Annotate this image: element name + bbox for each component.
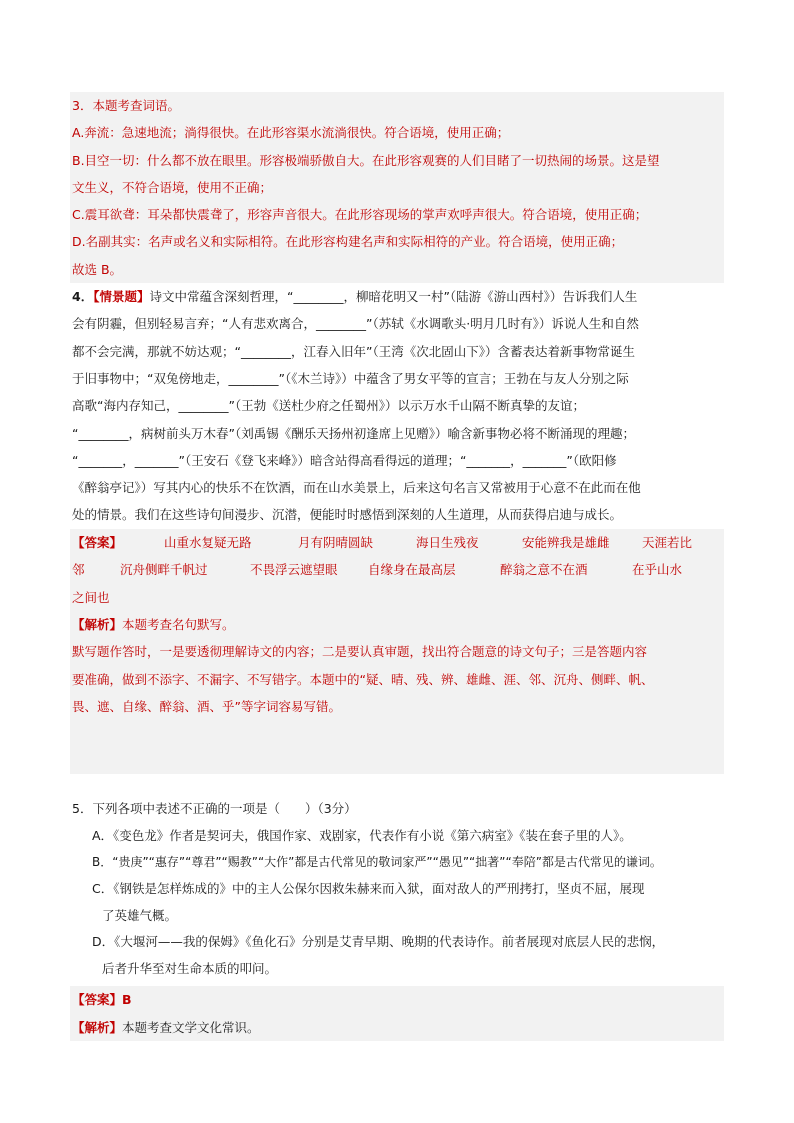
q5-stem: 5．下列各项中表述不正确的一项是（ ）（3分） [72, 801, 357, 817]
q3-line-b: B.目空一切：什么都不放在眼里。形容极端骄傲自大。在此形容观赛的人们目睹了一切热闹的场景。这是望 [72, 152, 660, 168]
q4-answer-2: 月有阴晴圆缺 [298, 534, 374, 550]
q4-number: 4． [72, 289, 94, 305]
q3-line-d: D.名副其实：名声或名义和实际相符。在此形容构建名声和实际相符的产业。符合语境，使用正确； [72, 234, 624, 250]
q3-explanation [70, 92, 724, 283]
q5-question [70, 796, 724, 982]
q4-line-2: 会有阴霾，但别轻易言弃；“人有悲欢离合，________”（苏轼《水调歌头·明月几时有》）诉说人生和自然 [72, 316, 639, 332]
q4-line-7: “_______，_______”（王安石《登飞来峰》）暗含站得高看得远的道理；“_______，_______”（欧阳修 [72, 452, 617, 468]
q4-answer-9: 醉翁之意不在酒 [500, 562, 588, 578]
q4-line-1 [70, 283, 724, 310]
q4-answer-10: 在乎山水 [632, 562, 683, 578]
q3-line-b-cont: 文生义，不符合语境，使用不正确； [72, 179, 273, 195]
q4-analysis-label: 【解析】 [72, 617, 123, 633]
q4-answer-1: 山重水复疑无路 [164, 534, 252, 550]
q5-option-d-cont: 后者升华至对生命本质的叩问。 [102, 960, 278, 976]
q4-analysis-line-3: 畏、遮、自缘、醉翁、酒、乎”等字词容易写错。 [72, 698, 341, 714]
q5-option-d: D．《大堰河——我的保姆》《鱼化石》分别是艾青早期、晚期的代表诗作。前者展现对底层人民的悲悯， [92, 934, 665, 950]
q4-answer-5: 天涯若比 [642, 534, 693, 550]
q4-answer-5-cont: 邻 [72, 562, 85, 578]
q3-line-a: A.奔流：急速地流；淌得很快。在此形容渠水流淌很快。符合语境，使用正确； [72, 125, 510, 141]
q4-question [70, 283, 724, 529]
q5-option-c-cont: 了英雄气概。 [102, 907, 178, 923]
q5-analysis-text: 本题考查文学文化常识。 [122, 1019, 260, 1035]
q4-answer-3: 海日生残夜 [416, 534, 479, 550]
q4-answer-7: 不畏浮云遮望眼 [250, 562, 338, 578]
q5-option-c: C．《钢铁是怎样炼成的》中的主人公保尔因救朱赫来而入狱，面对敌人的严刑拷打，坚贞不屈，展现 [92, 881, 645, 897]
q4-answers-row-2 [70, 556, 724, 584]
q5-answer-line [70, 986, 724, 1013]
q4-line-8: 《醉翁亭记》）写其内心的快乐不在饮酒，而在山水美景上，后来这句名言又常被用于心意不在此而在他 [72, 480, 641, 496]
q4-line-4: 于旧事物中；“双兔傍地走，________”（《木兰诗》）中蕴含了男女平等的宣言；王勃在与友人分别之际 [72, 370, 629, 386]
q5-answer-block [70, 986, 724, 1041]
q4-line-3: 都不会完满，那就不妨达观；“________，江春入旧年”（王湾《次北固山下》）含蓄表达着新事物常诞生 [72, 343, 635, 359]
q4-answer-6: 沉舟侧畔千帆过 [120, 562, 208, 578]
q4-answer-10-cont: 之间也 [72, 589, 110, 605]
q4-answer-8: 自缘身在最高层 [368, 562, 456, 578]
q4-answer-block [70, 529, 724, 774]
q3-conclusion: 故选 B。 [72, 261, 123, 277]
q5-option-b: B．“贵庚”“惠存”“尊君”“赐教”“大作”都是古代常见的敬词家严”“愚见”“拙著”“奉陪”都是古代常见的谦词。 [92, 855, 662, 870]
q4-analysis-title: 本题考查名句默写。 [122, 617, 235, 633]
q4-analysis-blank-space [70, 720, 724, 774]
q4-line-9: 处的情景。我们在这些诗句间漫步、沉潜，便能时时感悟到深刻的人生道理，从而获得启迪与成长。 [72, 507, 623, 523]
q5-answer-label: 【答案】 [72, 992, 123, 1008]
q4-line-6: “________，病树前头万木春”（刘禹锡《酬乐天扬州初逢席上见赠》）喻含新事物必将不断涌现的理趣； [72, 425, 635, 441]
q5-option-a: A．《变色龙》作者是契诃夫，俄国作家、戏剧家，代表作有小说《第六病室》《装在套子里的人》。 [92, 827, 632, 843]
q4-text-1: 诗文中常蕴含深刻哲理，“________，柳暗花明又一村”（陆游《游山西村》）告诉我们人生 [149, 289, 638, 305]
q4-analysis-line-1: 默写题作答时，一是要透彻理解诗文的内容；二是要认真审题，找出符合题意的诗文句子；三是答题内容 [72, 644, 648, 660]
q5-analysis-line [70, 1014, 724, 1041]
q5-answer-value: B [122, 992, 132, 1008]
q4-analysis-line-2: 要准确，做到不添字、不漏字、不写错字。本题中的“疑、晴、残、辨、雄雌、涯、邻、沉舟、侧畔、帆、 [72, 671, 654, 687]
q4-answer-4: 安能辨我是雄雌 [522, 534, 610, 550]
q4-line-5: 高歌“海内存知己，________”（王勃《送杜少府之任蜀州》）以示万水千山隔不断真挚的友谊； [72, 398, 585, 414]
q4-analysis-title-line [70, 611, 724, 638]
q3-title: 3．本题考查词语。 [72, 98, 180, 113]
q3-line-c: C.震耳欲聋：耳朵都快震聋了，形容声音很大。在此形容现场的掌声欢呼声很大。符合语境，使用正确； [72, 207, 648, 223]
q4-answer-label: 【答案】 [72, 534, 123, 550]
q4-tag: 【情景题】 [93, 289, 150, 305]
q4-answers-row-1 [70, 529, 724, 557]
q5-analysis-label: 【解析】 [72, 1019, 123, 1035]
document-page [70, 92, 724, 1041]
